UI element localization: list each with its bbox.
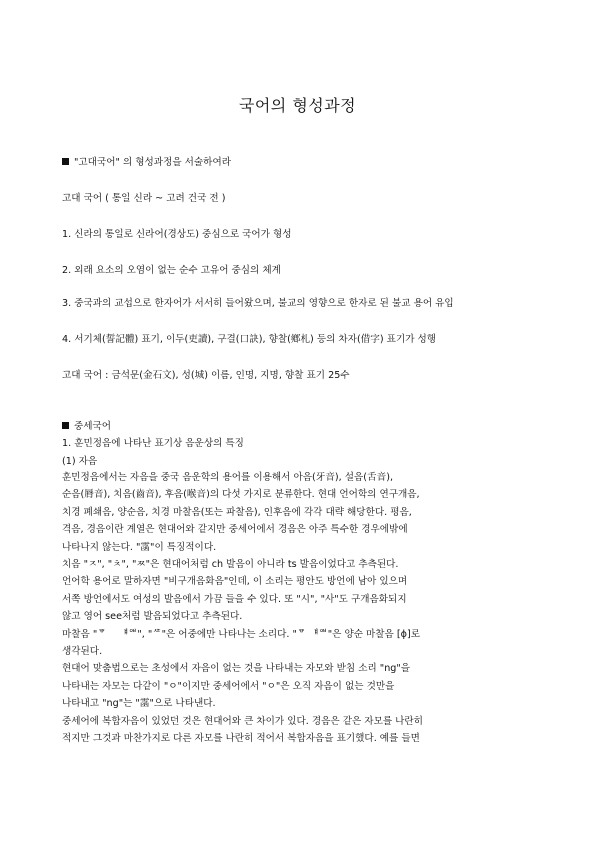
section1-heading-text: "고대국어" 의 형성과정을 서술하여라 (74, 157, 231, 168)
list-item: 2. 외래 요소의 오염이 없는 순수 고유어 중심의 체계 (62, 265, 281, 276)
body-line: 격음, 경음이란 계열은 현대어와 같지만 중세어에서 경음은 아주 특수한 경우에밖에 (62, 524, 408, 536)
body-line: 나타내는 자모는 다같이 "ㅇ"이지만 중세어에서 "ㅇ"은 오직 자음이 없는 것만을 (62, 680, 395, 692)
body-line: 서쪽 방언에서도 여성의 발음에서 가끔 들을 수 있다. 또 "시", "사"도 구개음화되지 (62, 593, 407, 605)
body-line: 마찰음 "ᅗᅟ ᅤᅄ", "ᄻ"은 어중에만 나타나는 소리다. "ᅗ ᅤᅄ"은 양순 마찰음 [ɸ]로 (62, 628, 420, 640)
body-line: 나타나지 않는다. "䨡"이 특징적이다. (62, 541, 217, 553)
body-line: 않고 영어 see처럼 발음되었다고 추측된다. (62, 611, 243, 623)
summary-line: 고대 국어 : 금석문(金石文), 성(城) 이름, 인명, 지명, 향찰 표기 25수 (62, 370, 350, 381)
body-line: 순음(脣音), 치음(齒音), 후음(喉音)의 다섯 가지로 분류한다. 현대 언어학의 연구개음, (62, 489, 420, 501)
body-line: 현대어 맞춤법으로는 초성에서 자음이 없는 것을 나타내는 자모와 받침 소리 "ng"을 (62, 663, 411, 675)
list-item: 4. 서기체(誓記體) 표기, 이두(吏讀), 구결(口訣), 향찰(鄕札) 등의 차자(借字) 표기가 성행 (62, 334, 437, 345)
square-bullet-icon (62, 422, 69, 429)
body-paragraph (62, 469, 532, 748)
body-line: 치음 "ㅈ", "ㅊ", "ㅉ"은 현대어처럼 ch 발음이 아니라 ts 발음이었다고 추측된다. (62, 559, 399, 571)
body-line: 언어학 용어로 말하자면 "비구개음화음"인데, 이 소리는 평안도 방언에 남아 있으며 (62, 576, 408, 588)
square-bullet-icon (62, 158, 69, 165)
body-line: 적지만 그것과 마찬가지로 다른 자모를 나란히 적어서 복합자음을 표기했다. 예를 들면 (62, 733, 420, 745)
section2-heading (62, 421, 111, 433)
page-title: 국어의 형성과정 (238, 96, 357, 115)
subheading: 1. 훈민정음에 나타난 표기상 음운상의 특징 (62, 438, 244, 449)
subheading: (1) 자음 (62, 456, 98, 467)
list-item: 1. 신라의 통일로 신라어(경상도) 중심으로 국어가 형성 (62, 229, 292, 240)
section2-heading-text: 중세국어 (74, 421, 112, 432)
body-line: 치경 폐쇄음, 양순음, 치경 마찰음(또는 파찰음), 인후음에 각각 대략 해당한다. 평음, (62, 506, 412, 518)
body-line: 훈민정음에서는 자음을 중국 음운학의 용어를 이용해서 아음(牙音), 설음(舌音), (62, 472, 394, 483)
list-item: 3. 중국과의 교섭으로 한자어가 서서히 들어왔으며, 불교의 영향으로 한자로 된 불교 용어 유입 (62, 298, 454, 309)
period-line: 고대 국어 ( 통일 신라 ~ 고려 건국 전 ) (62, 193, 226, 204)
body-line: 중세어에 복합자음이 있었던 것은 현대어와 큰 차이가 있다. 경음은 같은 자모를 나란히 (62, 715, 423, 727)
body-line: 나타내고 "ng"는 "䨡"으로 나타낸다. (62, 698, 216, 710)
section1-heading (62, 157, 231, 169)
body-line: 생각된다. (62, 646, 103, 658)
